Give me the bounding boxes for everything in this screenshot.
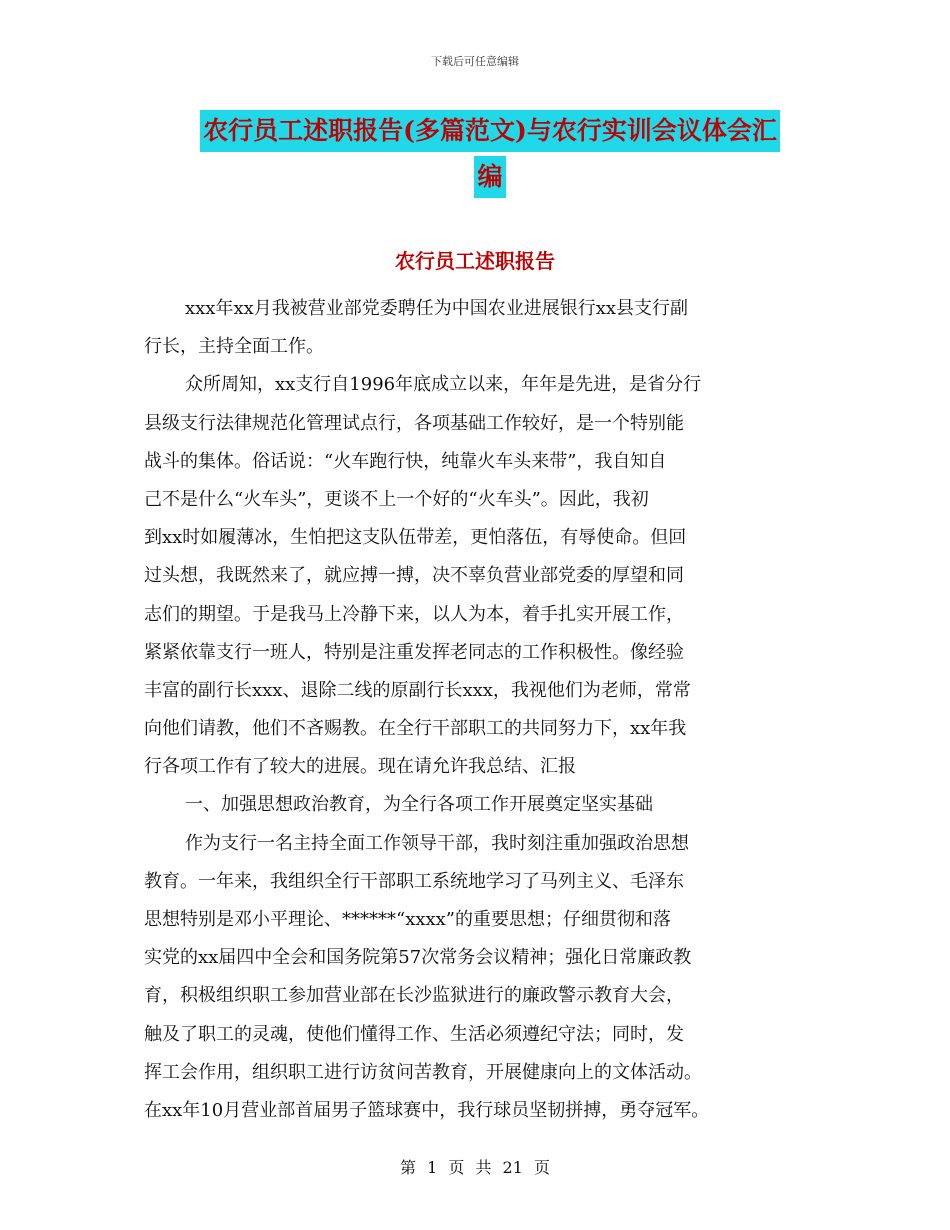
section-title: 农行员工述职报告 [395,249,555,273]
document-title-line-1: 农行员工述职报告(多篇范文)与农行实训会议体会汇 [200,110,780,152]
header-note: 下载后可任意编辑 [431,55,519,68]
paragraph-line: 在xx年10月营业部首届男子篮球赛中，我行球员坚韧拼搏，勇夺冠军。 [144,1099,710,1121]
document-title [140,110,840,198]
paragraph-line: 教育。一年来，我组织全行干部职工系统地学习了马列主义、毛泽东 [144,870,684,892]
paragraph-line: 育，积极组织职工参加营业部在长沙监狱进行的廉政警示教育大会， [144,985,684,1007]
paragraph-line: 实党的xx届四中全会和国务院第57次常务会议精神；强化日常廉政教 [144,947,692,969]
page-number: 第 1 页 共 21 页 [400,1158,550,1177]
paragraph-line: 思想特别是邓小平理论、******“xxxx”的重要思想；仔细贯彻和落 [144,909,672,930]
paragraph-line: 触及了职工的灵魂，使他们懂得工作、生活必须遵纪守法；同时，发 [144,1023,684,1045]
paragraph-line: 作为支行一名主持全面工作领导干部，我时刻注重加强政治思想 [185,832,689,854]
paragraph-line: 己不是什么“火车头”，更谈不上一个好的“火车头”。因此，我初 [144,488,649,510]
paragraph-line: 过头想，我既然来了，就应搏一搏，决不辜负营业部党委的厚望和同 [144,565,684,587]
paragraph-line: 志们的期望。于是我马上冷静下来，以人为本，着手扎实开展工作， [144,603,684,625]
document-title-line-2: 编 [474,156,505,198]
paragraph-line: 向他们请教，他们不吝赐教。在全行干部职工的共同努力下，xx年我 [144,718,687,740]
paragraph-line: xxx年xx月我被营业部党委聘任为中国农业进展银行xx县支行副 [185,298,689,319]
paragraph-line: 众所周知，xx支行自1996年底成立以来，年年是先进，是省分行 [185,374,702,396]
section-heading-line: 一、加强思想政治教育，为全行各项工作开展奠定坚实基础 [185,794,653,816]
paragraph-line: 行长，主持全面工作。 [144,336,324,358]
paragraph-line: 战斗的集体。俗话说：“火车跑行快，纯靠火车头来带”，我自知自 [144,450,667,472]
body-text [144,290,824,1130]
paragraph-line: 县级支行法律规范化管理试点行，各项基础工作较好，是一个特别能 [144,412,684,434]
paragraph-line: 紧紧依靠支行一班人，特别是注重发挥老同志的工作积极性。像经验 [144,641,684,663]
paragraph-line: 丰富的副行长xxx、退除二线的原副行长xxx，我视他们为老师，常常 [144,679,691,701]
paragraph-line: 挥工会作用，组织职工进行访贫问苦教育，开展健康向上的文体活动。 [144,1061,702,1083]
paragraph-line: 到xx时如履薄冰，生怕把这支队伍带差，更怕落伍，有辱使命。但回 [144,527,687,549]
paragraph-line: 行各项工作有了较大的进展。现在请允许我总结、汇报 [144,756,576,778]
